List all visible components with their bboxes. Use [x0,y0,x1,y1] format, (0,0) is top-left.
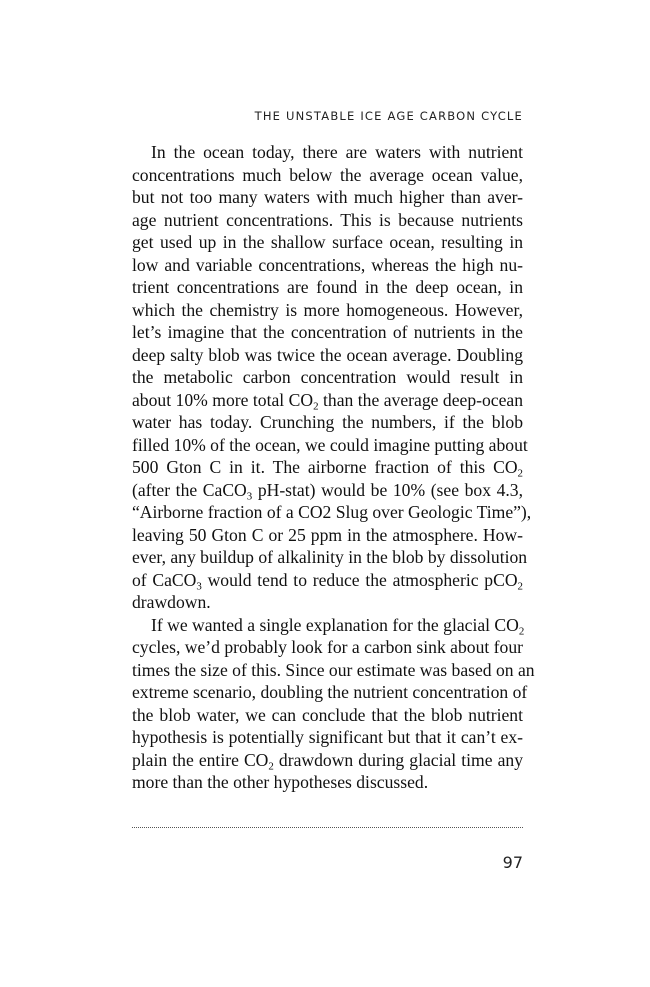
paragraph [132,614,535,794]
text-line: about 10% more total CO2 than the average deep-ocean [132,389,523,412]
text-line: let’s imagine that the concentration of nutrients in the [132,322,523,342]
text-line: times the size of this. Since our estimate was based on an [132,659,535,680]
text-line: 500 Gton C in it. The airborne fraction of this CO2 [132,457,523,480]
body-text [132,141,535,794]
text-line: plain the entire CO2 drawdown during glacial time any [132,749,524,772]
text-line: hypothesis is potentially significant but that it can’t ex- [132,727,523,747]
text-line: drawdown. [132,592,211,612]
text-line: concentrations much below the average ocean value, [132,164,523,185]
text-line: filled 10% of the ocean, we could imagine putting about [132,434,528,455]
footer-divider [132,827,523,828]
text-line: the metabolic carbon concentration would result in [132,367,523,387]
text-line: In the ocean today, there are waters with nutrient [151,142,523,162]
text-line: more than the other hypotheses discussed. [132,772,429,792]
text-line: but not too many waters with much higher than aver- [132,187,523,207]
text-line: which the chemistry is more homogeneous. However, [132,299,523,320]
text-line: water has today. Crunching the numbers, if the blob [132,412,523,432]
running-header: THE UNSTABLE ICE AGE CARBON CYCLE [254,109,523,123]
text-line: If we wanted a single explanation for the glacial CO2 [151,614,525,637]
text-line: the blob water, we can conclude that the blob nutrient [132,704,523,725]
text-line: cycles, we’d probably look for a carbon sink about four [132,637,523,657]
text-line: “Airborne fraction of a CO2 Slug over Geologic Time”), [132,502,532,522]
text-line: deep salty blob was twice the ocean average. Doubling [132,344,523,365]
paragraph [132,141,532,614]
text-line: of CaCO3 would tend to reduce the atmospheric pCO2 [132,569,523,592]
text-line: leaving 50 Gton C or 25 ppm in the atmosphere. How- [132,524,523,545]
text-line: age nutrient concentrations. This is because nutrients [132,209,523,230]
text-line: ever, any buildup of alkalinity in the blob by dissolution [132,547,528,567]
text-line: get used up in the shallow surface ocean, resulting in [132,232,523,252]
text-line: trient concentrations are found in the deep ocean, in [132,277,523,297]
text-line: extreme scenario, doubling the nutrient concentration of [132,682,528,702]
text-line: low and variable concentrations, whereas the high nu- [132,254,523,275]
text-line: (after the CaCO3 pH-stat) would be 10% (see box 4.3, [132,479,524,502]
page-number: 97 [502,853,523,872]
